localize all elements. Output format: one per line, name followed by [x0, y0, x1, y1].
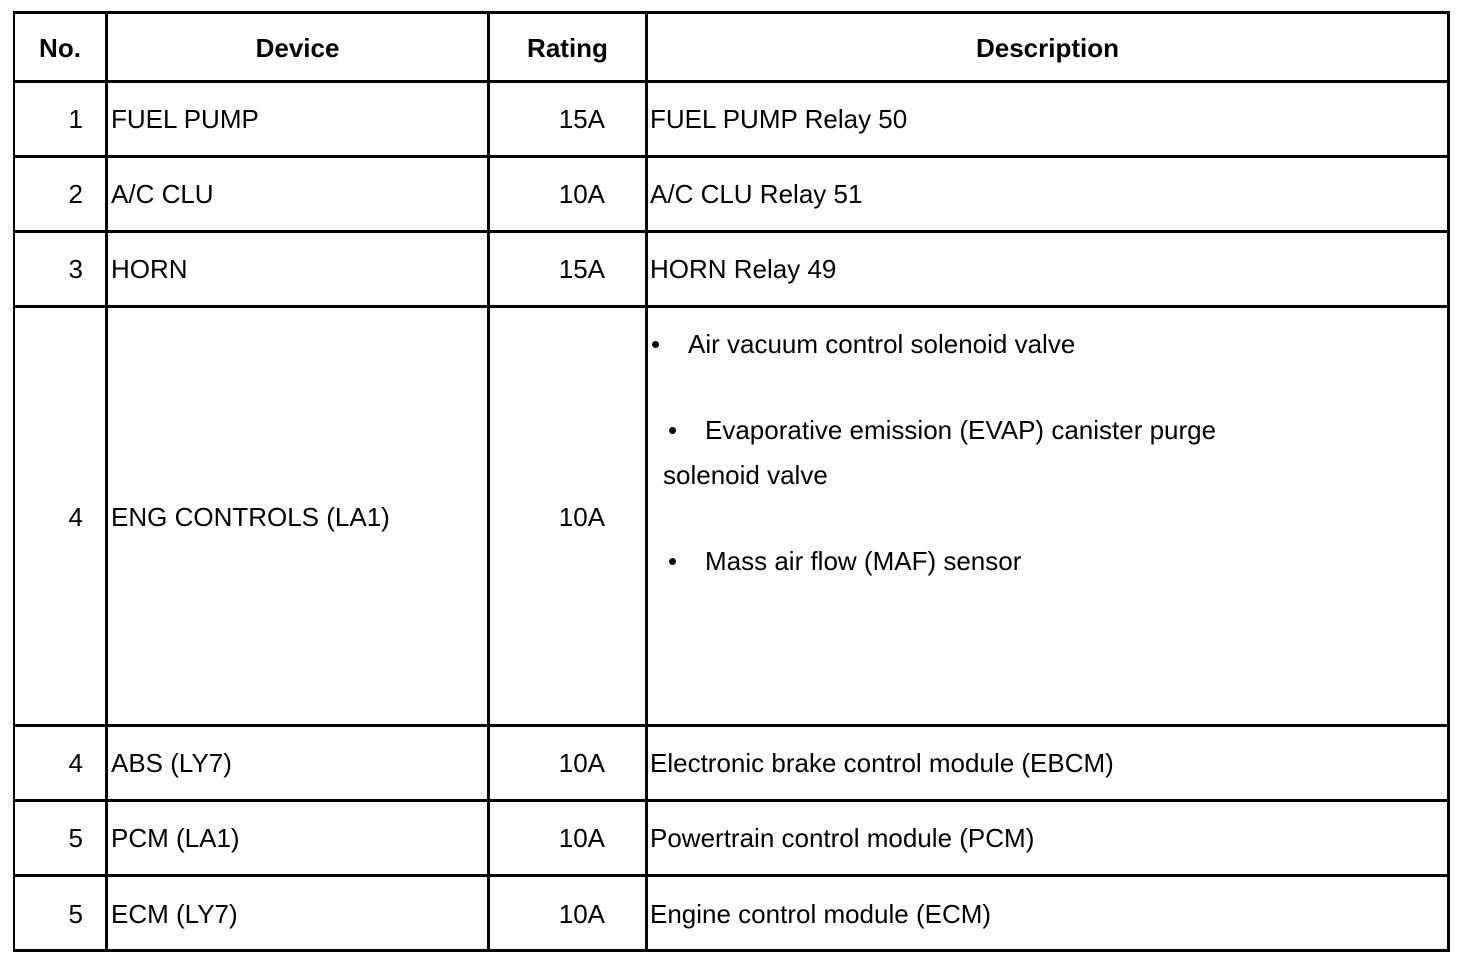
row-number: 4	[68, 748, 83, 778]
row-number: 3	[68, 254, 83, 284]
header-rating: Rating	[527, 33, 608, 63]
device-name: HORN	[111, 254, 188, 284]
description-bullet-item: Air vacuum control solenoid valve	[688, 329, 1076, 359]
bullet-marker: •	[668, 546, 678, 576]
description-bullet-item: Mass air flow (MAF) sensor	[705, 546, 1022, 576]
table-border-left	[13, 11, 15, 952]
device-description: FUEL PUMP Relay 50	[650, 104, 908, 134]
header-device: Device	[255, 33, 340, 63]
device-name: ENG CONTROLS (LA1)	[111, 502, 390, 532]
row-divider	[13, 305, 1450, 308]
device-description: Electronic brake control module (EBCM)	[650, 748, 1114, 778]
description-bullet-continuation: solenoid valve	[663, 460, 828, 490]
device-description: Powertrain control module (PCM)	[650, 823, 1035, 853]
row-divider	[13, 874, 1450, 877]
row-number: 2	[68, 179, 83, 209]
fuse-rating: 15A	[558, 254, 605, 284]
fuse-rating: 15A	[558, 104, 605, 134]
row-divider	[13, 230, 1450, 233]
row-divider	[13, 724, 1450, 727]
fuse-rating: 10A	[558, 899, 605, 929]
device-name: FUEL PUMP	[111, 104, 259, 134]
fuse-rating: 10A	[558, 823, 605, 853]
row-number: 5	[68, 823, 83, 853]
device-name: ECM (LY7)	[111, 899, 238, 929]
device-description: Engine control module (ECM)	[650, 899, 992, 929]
table-border-bottom	[13, 949, 1450, 952]
device-name: PCM (LA1)	[111, 823, 240, 853]
bullet-marker: •	[668, 415, 678, 445]
device-name: ABS (LY7)	[111, 748, 232, 778]
row-number: 5	[68, 899, 83, 929]
row-number: 4	[68, 502, 83, 532]
table-border-right	[1447, 11, 1450, 952]
fuse-rating: 10A	[558, 179, 605, 209]
row-divider	[13, 155, 1450, 158]
column-divider	[105, 11, 108, 952]
device-name: A/C CLU	[111, 179, 214, 209]
header-no: No.	[39, 33, 81, 63]
header-description: Description	[975, 33, 1120, 63]
row-divider	[13, 799, 1450, 802]
device-description: HORN Relay 49	[650, 254, 837, 284]
description-bullet-item: Evaporative emission (EVAP) canister purge	[705, 415, 1217, 445]
bullet-marker: •	[651, 329, 661, 359]
column-divider	[645, 11, 648, 952]
fuse-rating: 10A	[558, 502, 605, 532]
column-divider	[487, 11, 490, 952]
table-border-top	[13, 11, 1450, 14]
fuse-rating: 10A	[558, 748, 605, 778]
row-number: 1	[68, 104, 83, 134]
header-divider	[13, 80, 1450, 83]
device-description: A/C CLU Relay 51	[650, 179, 863, 209]
